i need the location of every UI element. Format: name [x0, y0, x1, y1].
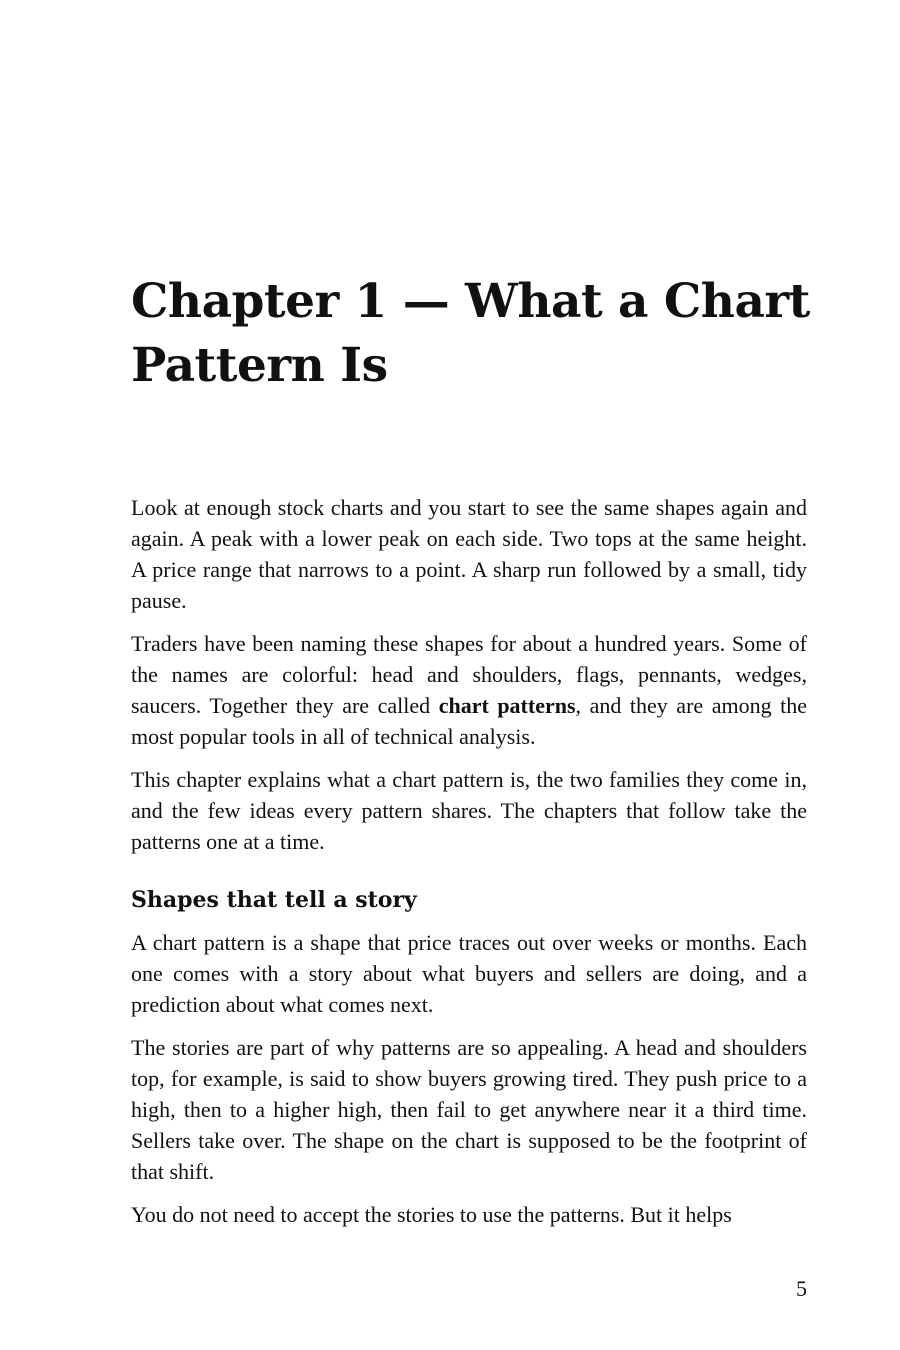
chart-patterns-term: chart patterns: [438, 693, 576, 718]
paragraph-naming-text-start: Traders have been naming these shapes for about a hundred years. Some of the names are colorful: head and shoulders, flags, pennants, wedges, saucers. Together they are called: [131, 631, 807, 718]
paragraph-intro: Look at enough stock charts and you start to see the same shapes again and again. A peak with a lower peak on each side. Two tops at the same height. A price range that narrows to a point. A sharp run followed by a small, tidy pause.: [131, 495, 807, 613]
paragraph-naming: [131, 628, 807, 752]
chapter-body: [131, 492, 807, 1242]
chapter-title: Chapter 1 — What a Chart Pattern Is: [131, 274, 810, 393]
paragraph-closing: You do not need to accept the stories to use the patterns. But it helps: [131, 1202, 732, 1227]
paragraph-stories: The stories are part of why patterns are so appealing. A head and shoulders top, for example, is said to show buyers growing tired. They push price to a high, then to a higher high, then fail to get anywhere near it a third time. Sellers take over. The shape on the chart is supposed to be the footprint of that shift.: [131, 1035, 807, 1184]
paragraph-naming-text-end: , and they are among the most popular tools in all of technical analysis.: [131, 693, 808, 749]
paragraph-definition: A chart pattern is a shape that price traces out over weeks or months. Each one comes with a story about what buyers and sellers are doing, and a prediction about what comes next.: [131, 930, 807, 1017]
section-heading-shapes: Shapes that tell a story: [131, 887, 417, 913]
paragraph-chapter-overview: This chapter explains what a chart pattern is, the two families they come in, and the few ideas every pattern shares. The chapters that follow take the patterns one at a time.: [131, 767, 807, 854]
page-number: 5: [796, 1276, 807, 1301]
book-page: [131, 0, 810, 1350]
